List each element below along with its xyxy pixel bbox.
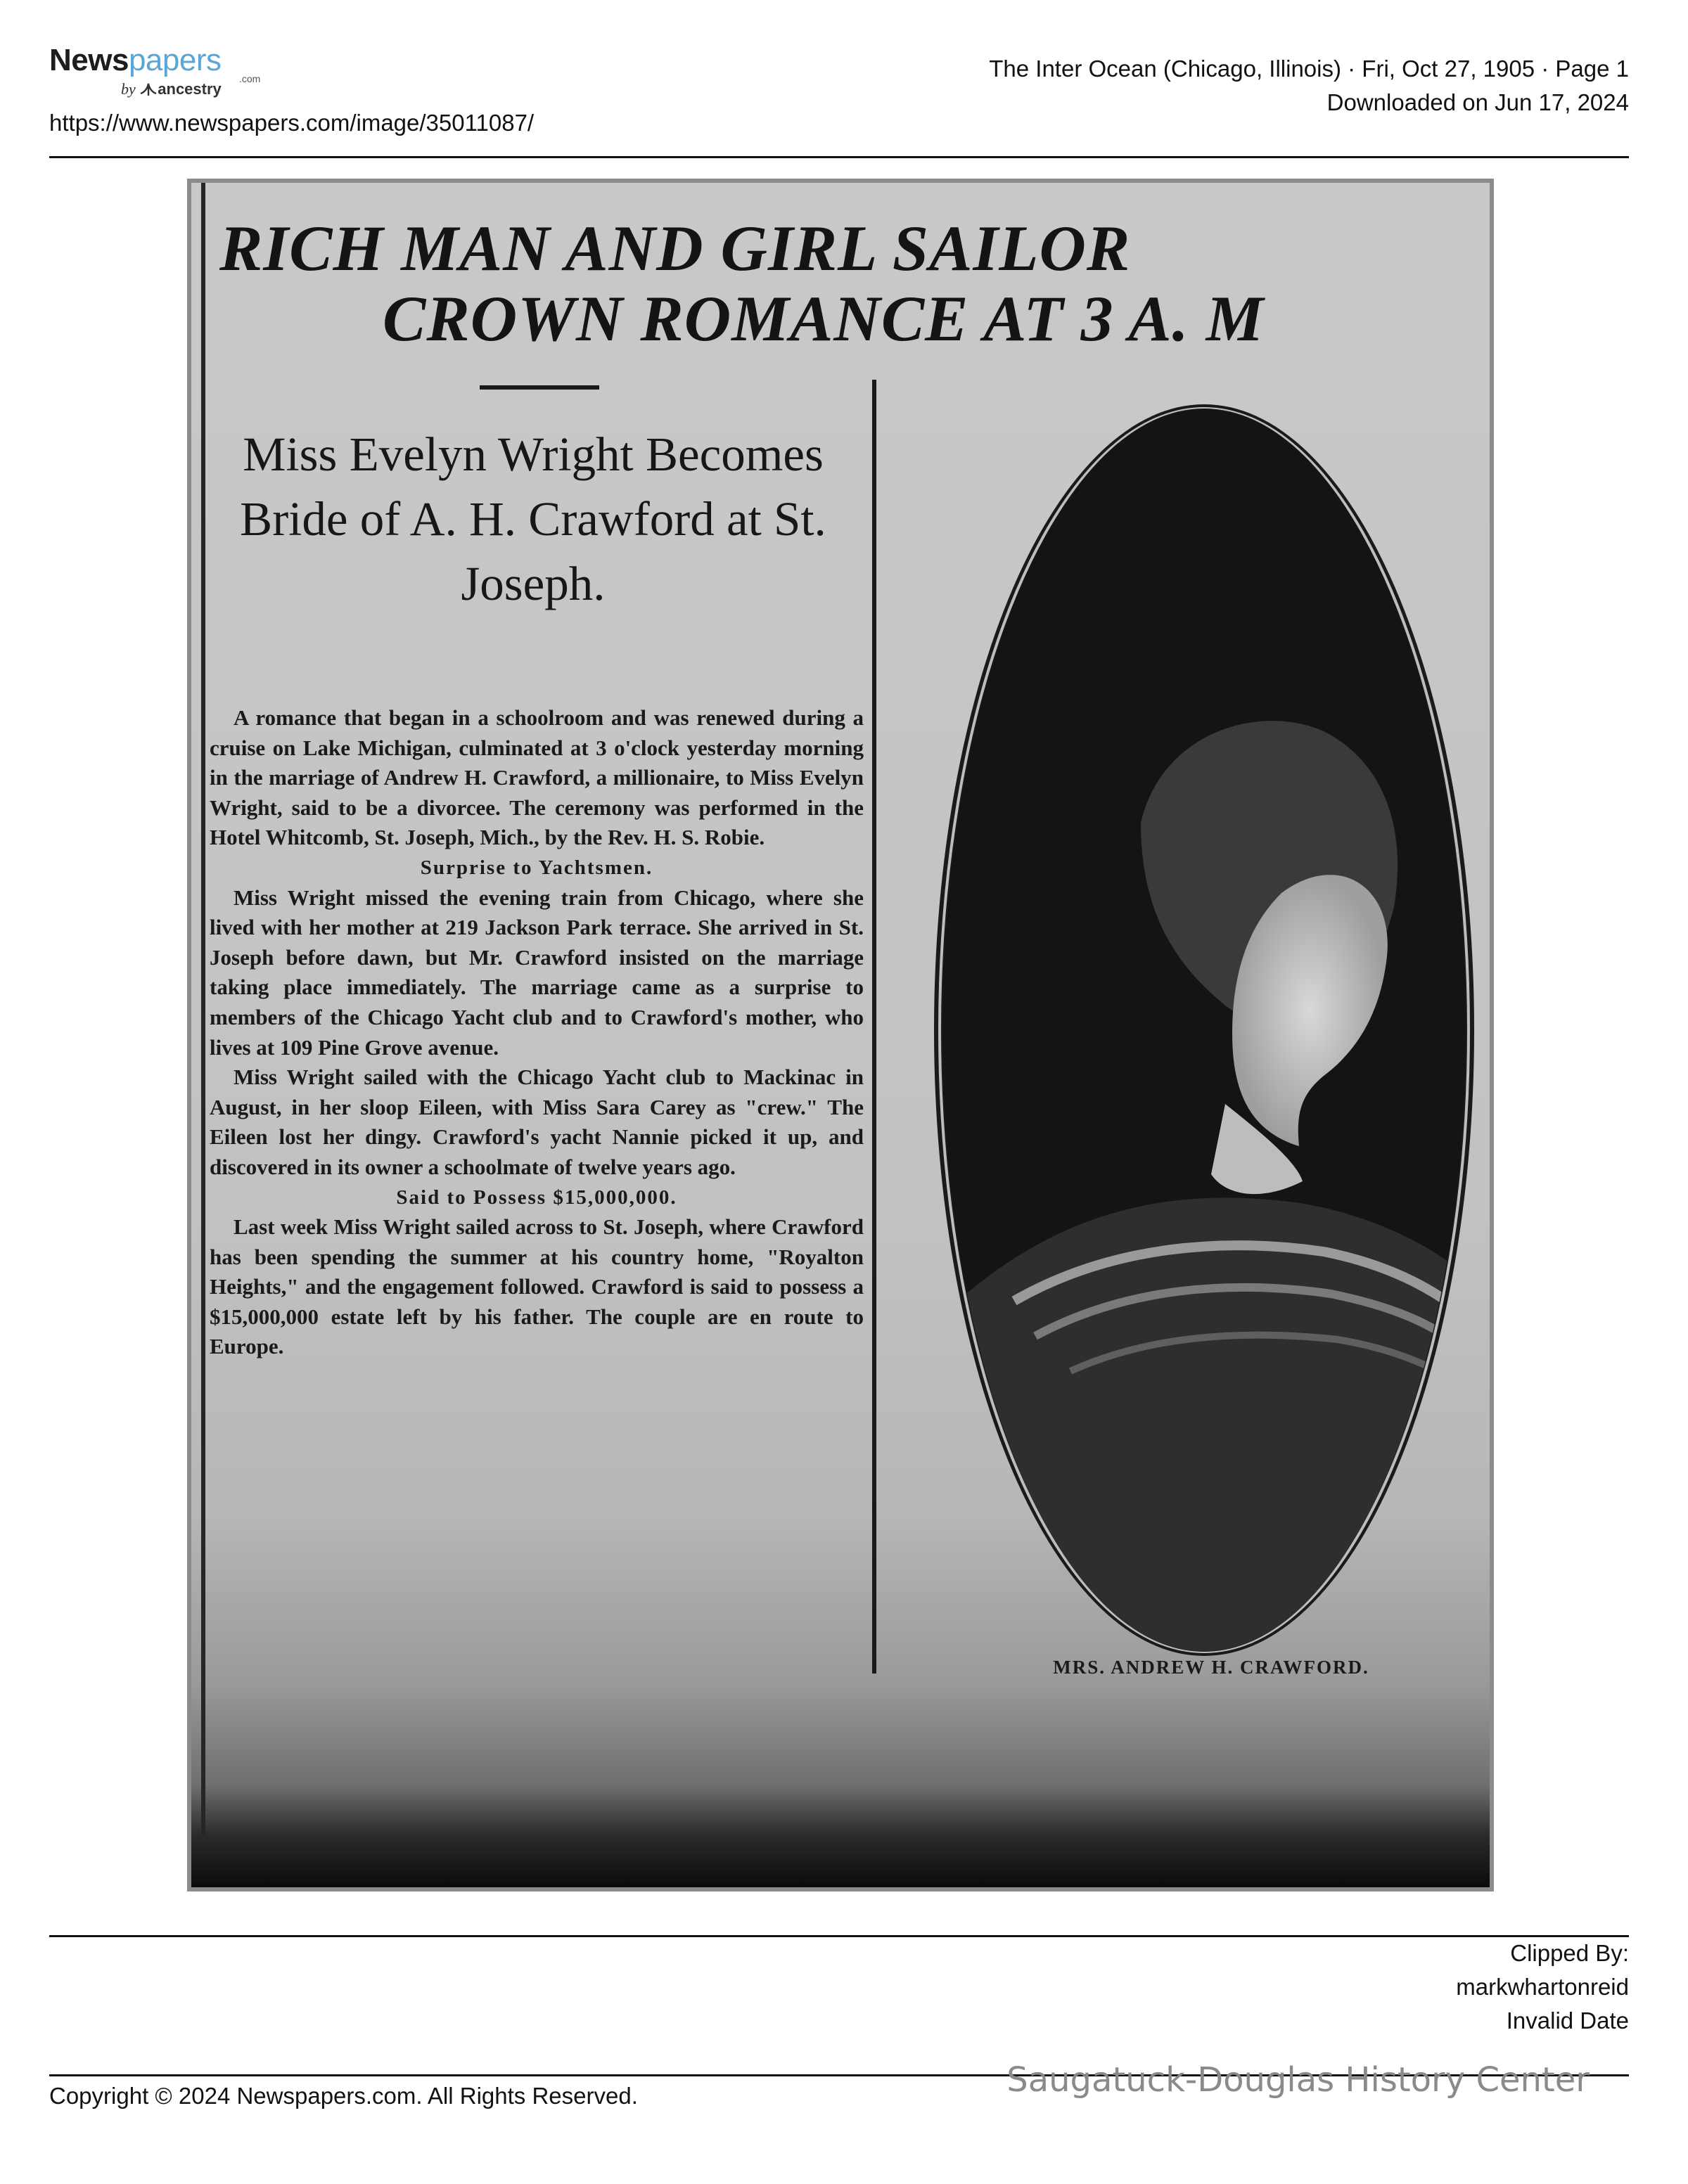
portrait-photo	[930, 401, 1478, 1659]
logo-wordmark: Newspapers	[49, 43, 222, 77]
publication-info	[989, 52, 1629, 120]
copyright-notice: Copyright © 2024 Newspapers.com. All Rights Reserved.	[49, 2083, 638, 2109]
shoulders-shape	[930, 1197, 1478, 1659]
download-date: Downloaded on Jun 17, 2024	[1326, 89, 1629, 115]
article-subhead: Miss Evelyn Wright Becomes Bride of A. H. Crawford at St. Joseph.	[240, 428, 826, 610]
newspaper-clipping	[187, 179, 1494, 1891]
headline-dash	[480, 385, 599, 390]
article-paragraph: Miss Wright missed the evening train from Chicago, where she lived with her mother at 219 Jackson Park terrace. She arrived in St. Joseph before dawn, but Mr. Crawford insisted on the marriage taking place immediately. The marriage came as a surprise to members of the Chicago Yacht club and to Crawford's mother, who lives at 109 Pine Grove avenue.	[210, 885, 864, 1060]
column-rule	[872, 380, 876, 1674]
article-body	[210, 703, 864, 1362]
ancestry-leaf-icon	[139, 82, 158, 96]
clipping-url[interactable]: https://www.newspapers.com/image/35011087/	[49, 110, 535, 136]
watermark: Saugatuck-Douglas History Center	[1006, 2060, 1590, 2100]
clipped-date: Invalid Date	[1506, 2008, 1629, 2034]
photo-caption: MRS. ANDREW H. CRAWFORD.	[1053, 1657, 1369, 1678]
clipped-by-block	[1456, 1936, 1629, 2038]
header-divider	[49, 156, 1629, 158]
logo-by-ancestry: by ancestry	[121, 80, 222, 98]
article-paragraph: Miss Wright sailed with the Chicago Yacht club to Mackinac in August, in her sloop Eileen, with Miss Sara Carey as "crew." The Eileen lost her dingy. Crawford's yacht Nannie picked it up, and discovered in its owner a schoolmate of twelve years ago.	[210, 1065, 864, 1179]
clipping-column-edge	[201, 183, 205, 1835]
article-subheading: Surprise to Yachtsmen.	[420, 856, 653, 879]
footer-divider-top	[49, 1935, 1629, 1937]
clipped-by-label: Clipped By:	[1510, 1940, 1629, 1966]
headline-line-1: RICH MAN AND GIRL SAILOR	[219, 212, 1131, 284]
logo-com-suffix: .com	[239, 73, 261, 84]
article-paragraph: Last week Miss Wright sailed across to St. Joseph, where Crawford has been spending the summer at his country home, "Royalton Heights," and the engagement followed. Crawford is said to possess a $15,000,000 estate left by his father. The couple are en route to Europe.	[210, 1214, 864, 1359]
newspapers-logo[interactable]	[49, 45, 260, 108]
publication-line: The Inter Ocean (Chicago, Illinois) · Fri, Oct 27, 1905 · Page 1	[989, 56, 1629, 82]
article-subheading: Said to Possess $15,000,000.	[396, 1186, 677, 1209]
clipped-by-user[interactable]: markwhartonreid	[1456, 1974, 1629, 2000]
article-paragraph: A romance that began in a schoolroom and was renewed during a cruise on Lake Michigan, culminated at 3 o'clock yesterday morning in the marriage of Andrew H. Crawford, a millionaire, to Miss Evelyn Wright, said to be a divorcee. The ceremony was performed in the Hotel Whitcomb, St. Joseph, Mich., by the Rev. H. S. Robie.	[210, 705, 864, 850]
headline-line-2: CROWN ROMANCE AT 3 A. M	[383, 283, 1265, 354]
